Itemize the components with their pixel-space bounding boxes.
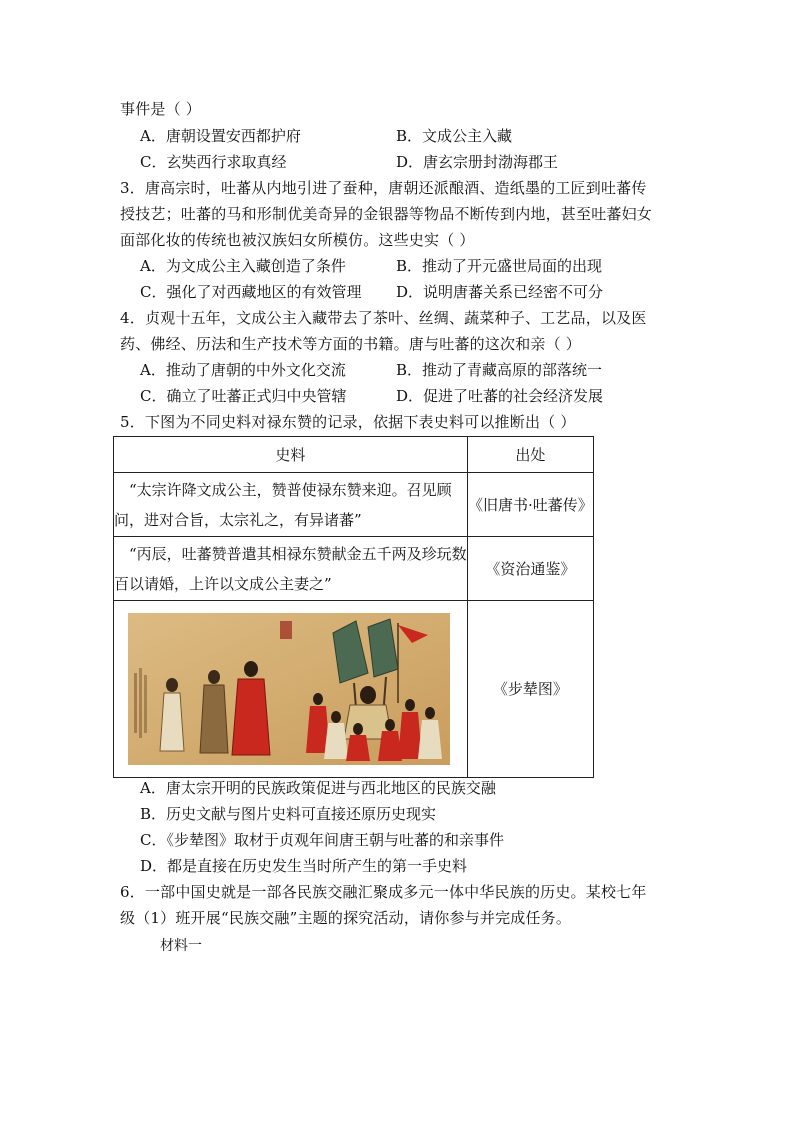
q2-option-d: D．唐玄宗册封渤海郡王: [396, 153, 559, 171]
table-row: [114, 601, 594, 778]
row2-source-text: “丙辰，吐蕃赞普遣其相禄东赞献金五千两及珍玩数百以请婚，上许以文成公主妻之”: [114, 537, 468, 601]
material-label: 材料一: [160, 938, 202, 954]
table-row: [114, 473, 594, 537]
source-table: [113, 436, 594, 778]
row1-source-text: “太宗许降文成公主，赞普使禄东赞来迎。召见顾问，进对合旨，太宗礼之，有异诸蕃”: [114, 473, 468, 537]
q2-option-a: A．唐朝设置安西都护府: [140, 127, 301, 145]
q4-stem-line-1: 4．贞观十五年，文成公主入藏带去了茶叶、丝绸、蔬菜种子、工艺品，以及医: [120, 309, 647, 327]
q5-option-c: C．《步辇图》取材于贞观年间唐王朝与吐蕃的和亲事件: [140, 831, 504, 849]
q5-option-a: A．唐太宗开明的民族政策促进与西北地区的民族交融: [140, 779, 496, 797]
q3-stem-line-2: 授技艺；吐蕃的马和形制优美奇异的金银器等物品不断传到内地，甚至吐蕃妇女: [120, 205, 653, 223]
q3-stem-line-3: 面部化妆的传统也被汉族妇女所模仿。这些史实（ ）: [120, 231, 475, 249]
q6-stem-line-2: 级（1）班开展“民族交融”主题的探究活动，请你参与并完成任务。: [120, 909, 572, 927]
painting-cell: [114, 601, 468, 778]
header-source: 史料: [114, 437, 468, 473]
table-header-row: [114, 437, 594, 473]
q3-stem-line-1: 3．唐高宗时，吐蕃从内地引进了蚕种，唐朝还派酿酒、造纸墨的工匠到吐蕃传: [120, 179, 647, 197]
q6-stem-line-1: 6．一部中国史就是一部各民族交融汇聚成多元一体中华民族的历史。某校七年: [120, 883, 647, 901]
q3-option-c: C．强化了对西藏地区的有效管理: [140, 283, 362, 301]
q5-stem: 5．下图为不同史料对禄东赞的记录，依据下表史料可以推断出（ ）: [120, 413, 576, 431]
q5-option-d: D．都是直接在历史发生当时所产生的第一手史料: [140, 857, 468, 875]
q2-option-c: C．玄奘西行求取真经: [140, 153, 287, 171]
table-row: [114, 537, 594, 601]
q3-option-a: A．为文成公主入藏创造了条件: [140, 257, 346, 275]
q2-option-b: B．文成公主入藏: [396, 127, 513, 145]
header-origin: 出处: [467, 437, 593, 473]
row2-origin: 《资治通鉴》: [467, 537, 593, 601]
q4-stem-line-2: 药、佛经、历法和生产技术等方面的书籍。唐与吐蕃的这次和亲（ ）: [120, 335, 581, 353]
row1-origin: 《旧唐书·吐蕃传》: [467, 473, 593, 537]
q4-option-c: C．确立了吐蕃正式归中央管辖: [140, 387, 347, 405]
q4-option-a: A．推动了唐朝的中外文化交流: [140, 361, 346, 379]
q5-option-b: B．历史文献与图片史料可直接还原历史现实: [140, 805, 437, 823]
row3-origin: 《步辇图》: [467, 601, 593, 778]
q4-option-d: D．促进了吐蕃的社会经济发展: [396, 387, 604, 405]
bunian-tu-painting: [128, 613, 450, 765]
q3-option-b: B．推动了开元盛世局面的出现: [396, 257, 603, 275]
q2-stem-tail: 事件是（ ）: [120, 100, 201, 118]
q4-option-b: B．推动了青藏高原的部落统一: [396, 361, 603, 379]
q3-option-d: D．说明唐蕃关系已经密不可分: [396, 283, 604, 301]
